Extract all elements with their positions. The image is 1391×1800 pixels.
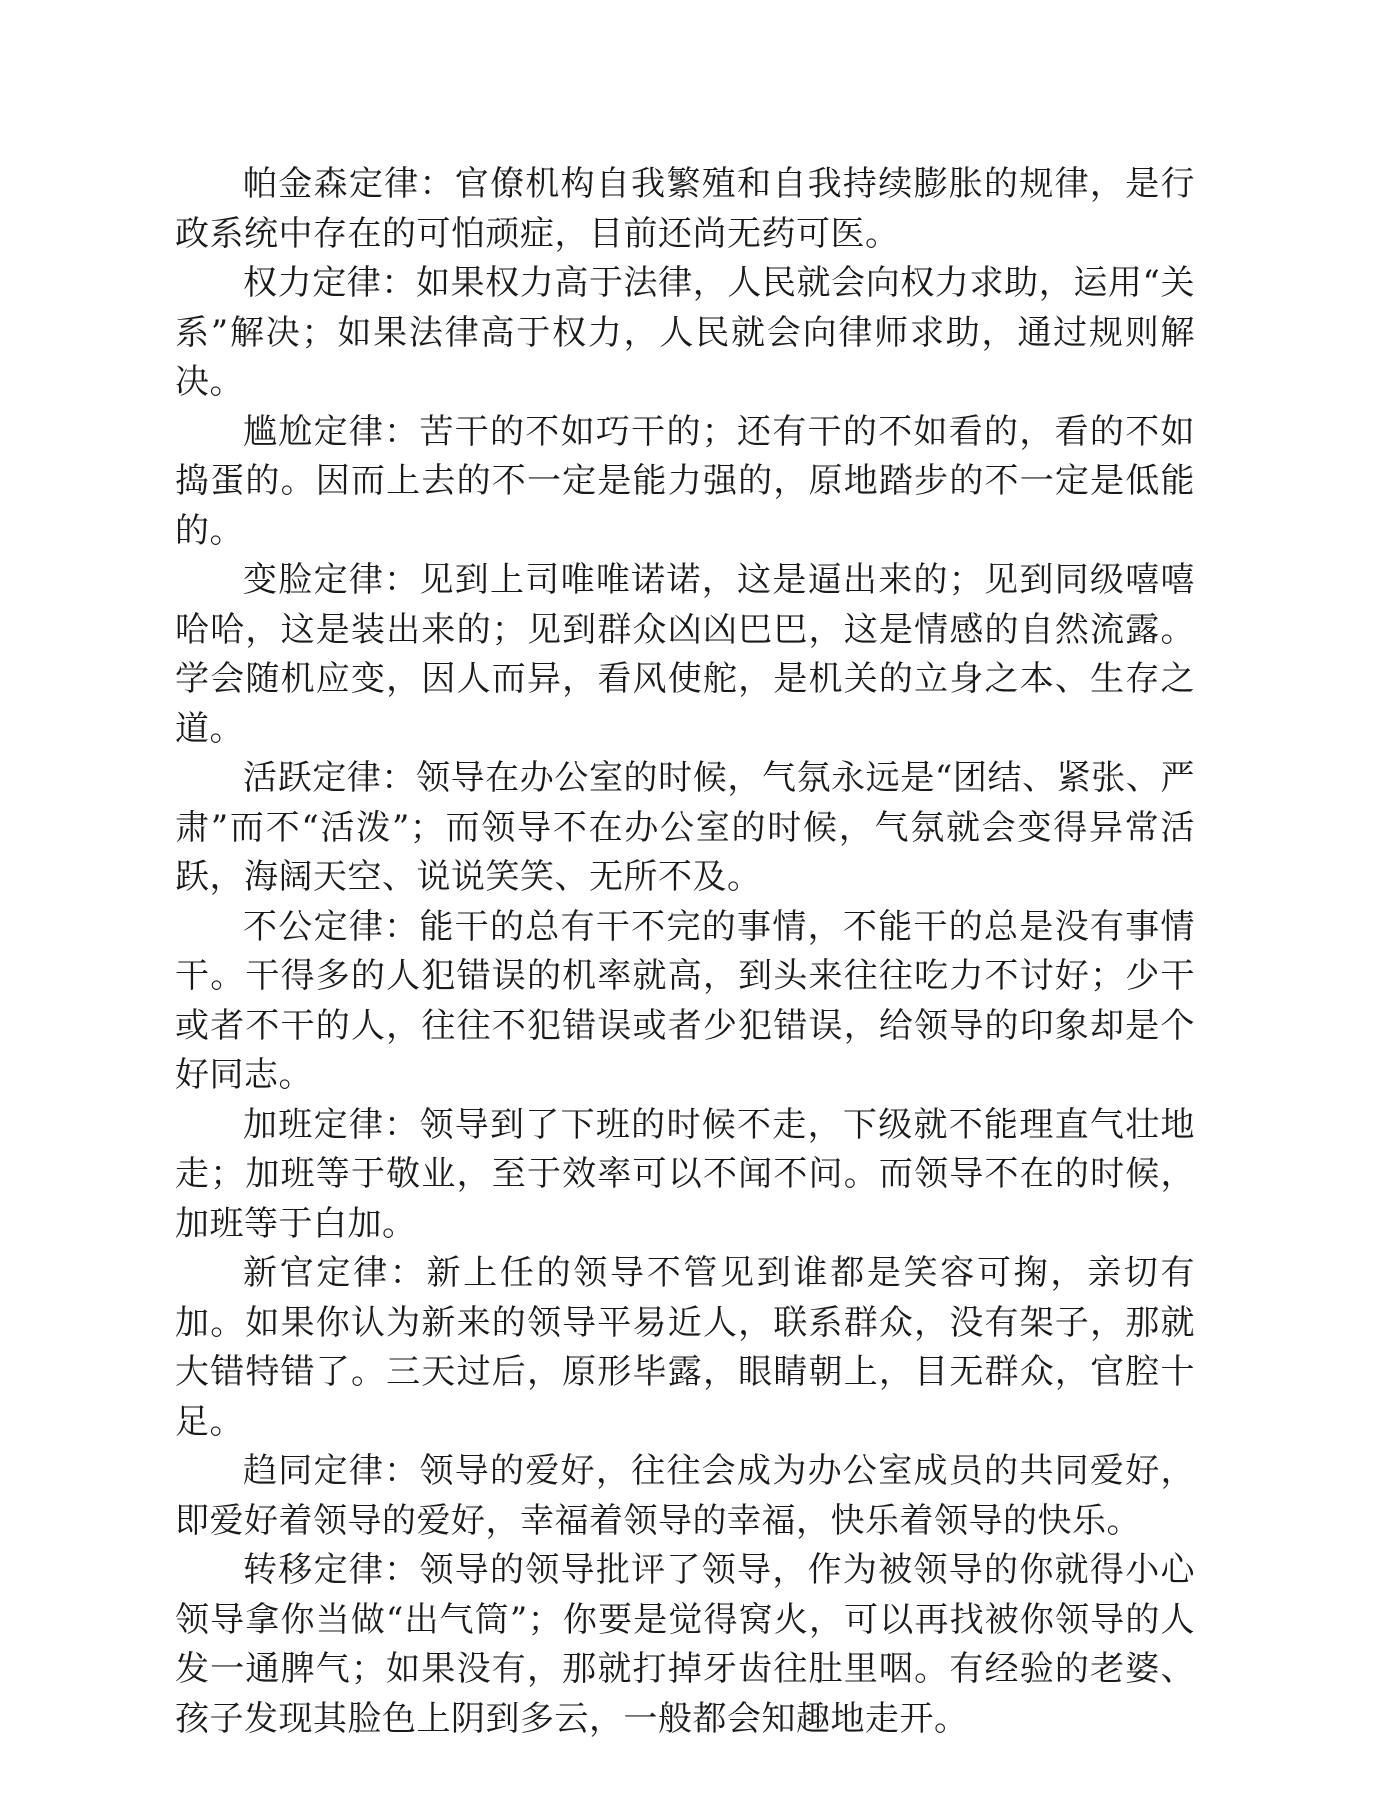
paragraph-new-official-law: 新官定律：新上任的领导不管见到谁都是笑容可掬，亲切有加。如果你认为新来的领导平易近人，联系群众，没有架子，那就大错特错了。三天过后，原形毕露，眼睛朝上，目无群众，官腔十足。: [175, 1253, 1195, 1442]
paragraph-transfer-law: 转移定律：领导的领导批评了领导，作为被领导的你就得小心领导拿你当做“出气筒”；你要是觉得窝火，可以再找被你领导的人发一通脾气；如果没有，那就打掉牙齿往肚里咽。有经验的老婆、孩子发现其脸色上阴到多云，一般都会知趣地走开。: [175, 1550, 1195, 1739]
paragraph-parkinson-law: 帕金森定律：官僚机构自我繁殖和自我持续膨胀的规律，是行政系统中存在的可怕顽症，目前还尚无药可医。: [175, 164, 1195, 254]
paragraph-awkward-law: 尴尬定律：苦干的不如巧干的；还有干的不如看的，看的不如捣蛋的。因而上去的不一定是能力强的，原地踏步的不一定是低能的。: [175, 411, 1195, 551]
paragraph-overtime-law: 加班定律：领导到了下班的时候不走，下级就不能理直气壮地走；加班等于敬业，至于效率可以不闻不问。而领导不在的时候，加班等于白加。: [175, 1104, 1195, 1244]
paragraph-face-change-law: 变脸定律：见到上司唯唯诺诺，这是逼出来的；见到同级嘻嘻哈哈，这是装出来的；见到群众凶凶巴巴，这是情感的自然流露。学会随机应变，因人而异，看风使舵，是机关的立身之本、生存之道。: [175, 560, 1195, 749]
paragraph-unfair-law: 不公定律：能干的总有干不完的事情，不能干的总是没有事情干。干得多的人犯错误的机率就高，到头来往往吃力不讨好；少干或者不干的人，往往不犯错误或者少犯错误，给领导的印象却是个好同志。: [175, 906, 1195, 1095]
document-body: [175, 160, 1195, 1744]
paragraph-power-law: 权力定律：如果权力高于法律，人民就会向权力求助，运用“关系”解决；如果法律高于权力，人民就会向律师求助，通过规则解决。: [175, 263, 1195, 402]
paragraph-active-law: 活跃定律：领导在办公室的时候，气氛永远是“团结、紧张、严肃”而不“活泼”；而领导不在办公室的时候，气氛就会变得异常活跃，海阔天空、说说笑笑、无所不及。: [175, 758, 1195, 897]
paragraph-convergence-law: 趋同定律：领导的爱好，往往会成为办公室成员的共同爱好，即爱好着领导的爱好，幸福着领导的幸福，快乐着领导的快乐。: [175, 1451, 1195, 1541]
